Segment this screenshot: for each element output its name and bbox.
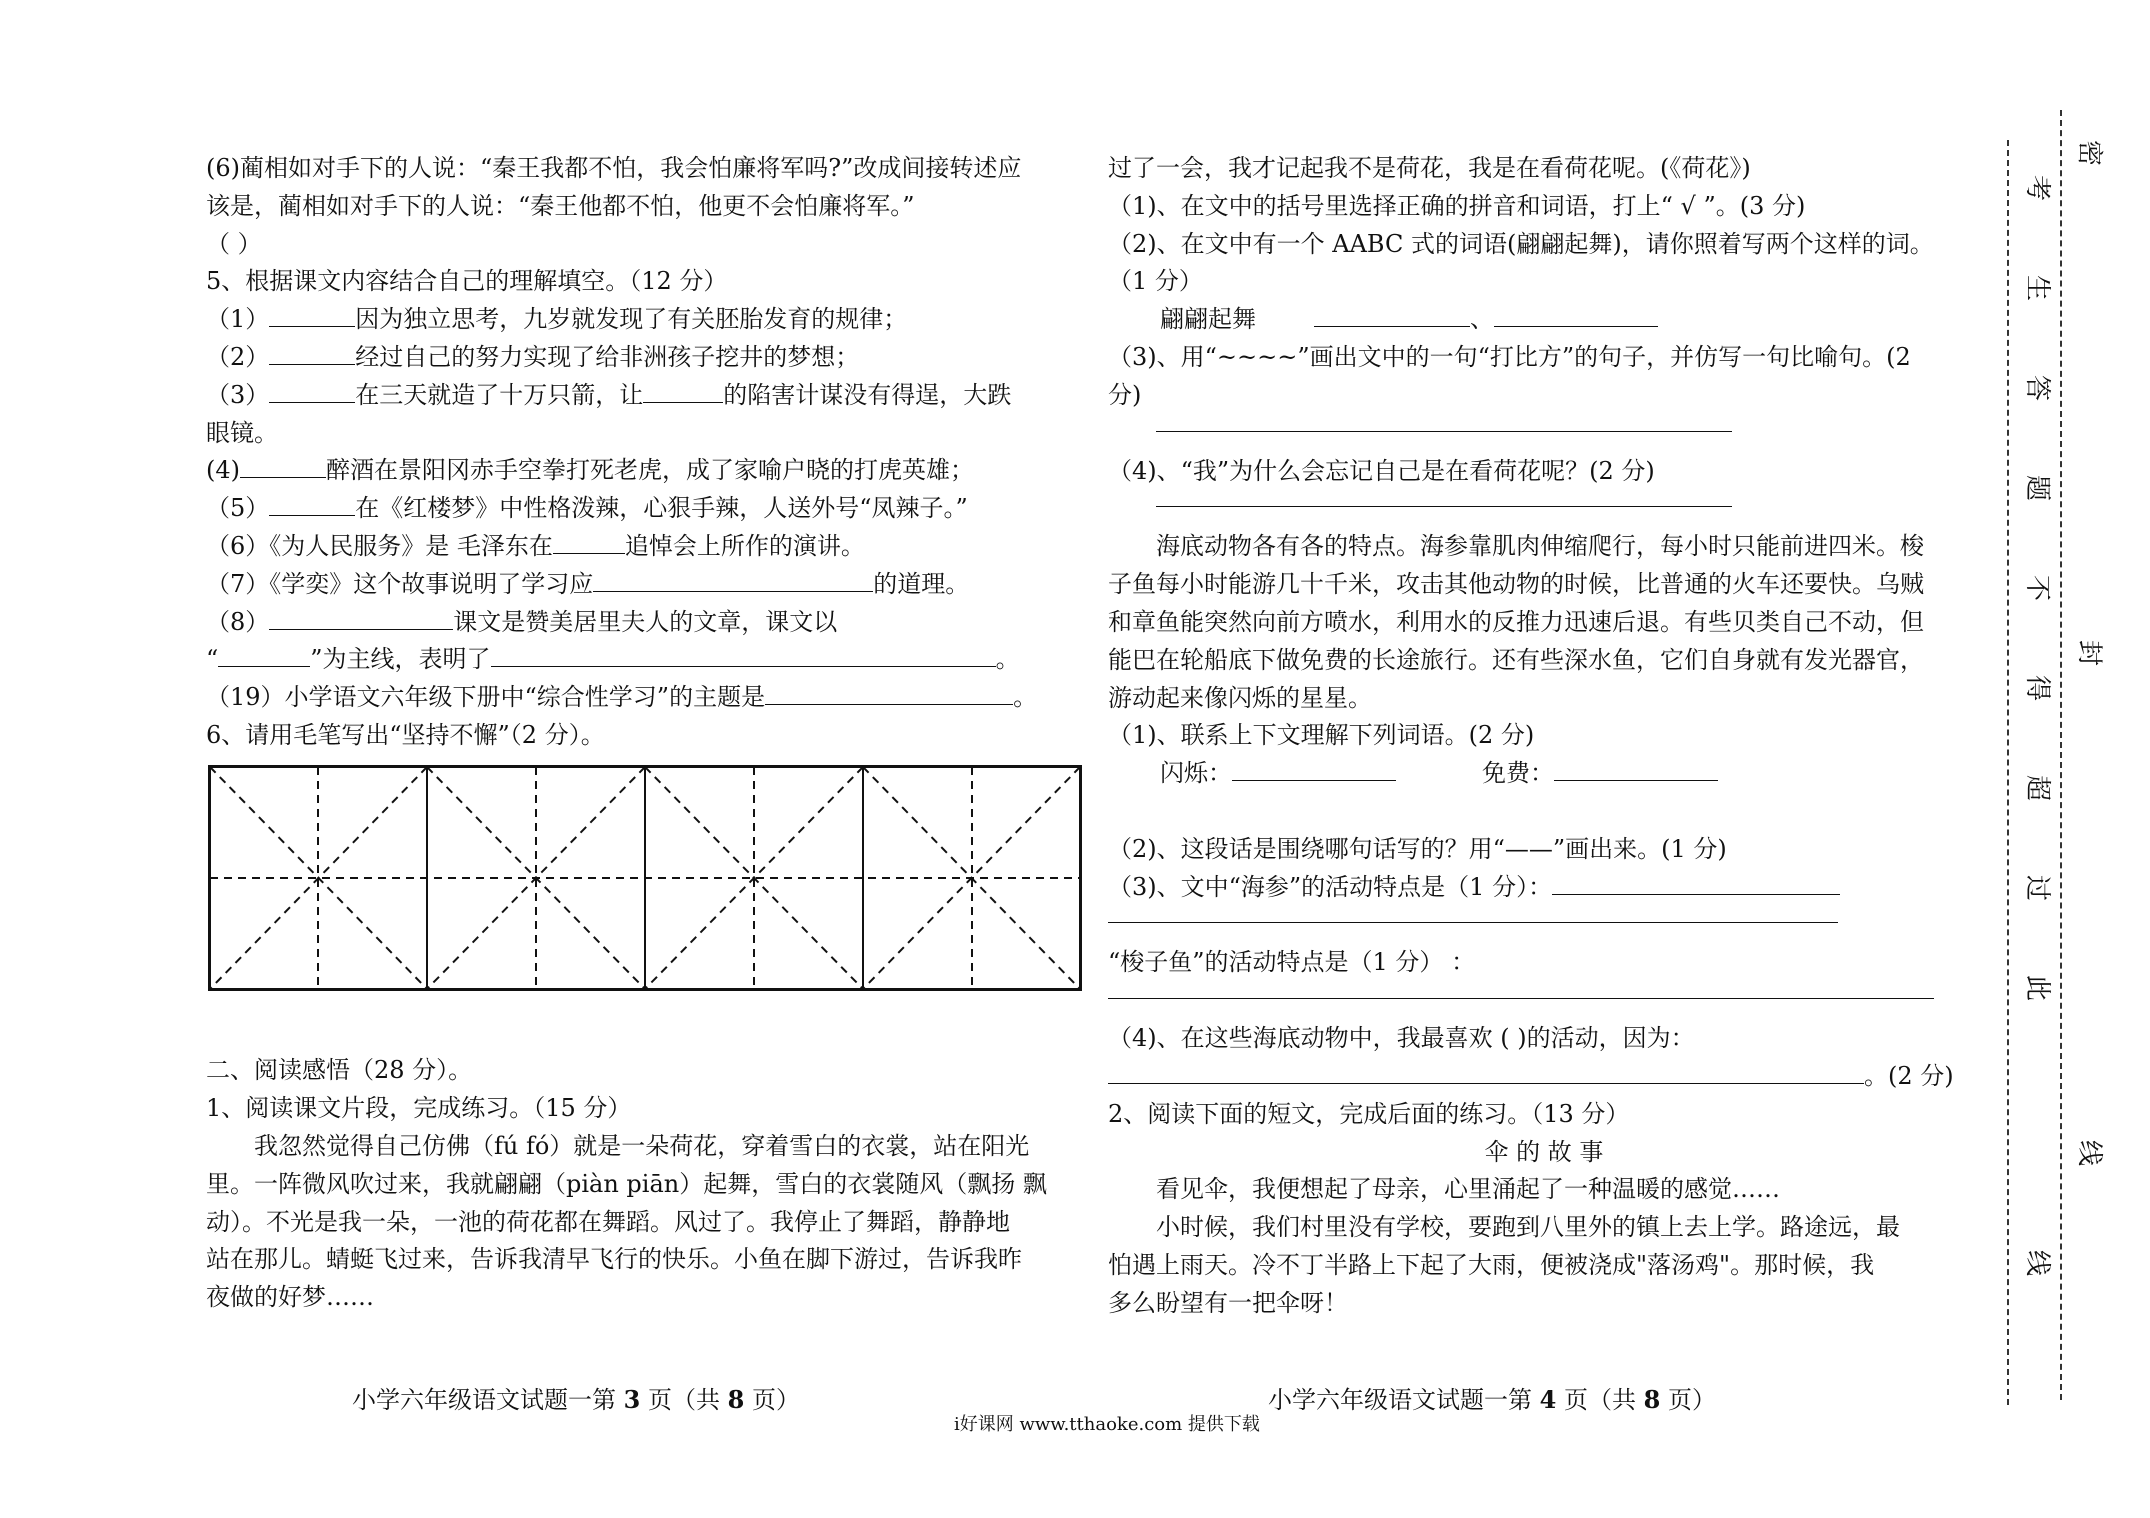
footer-right: 小学六年级语文试题一第 4 页（共 8 页）: [1268, 1385, 1716, 1414]
answer-line[interactable]: [1156, 415, 1732, 432]
margin-char: 过: [2022, 874, 2053, 902]
q5-item-8-cont: “ ”为主线，表明了 。: [206, 645, 1020, 674]
blank[interactable]: [491, 644, 996, 667]
blank[interactable]: [1494, 304, 1658, 327]
r1-q4: （4)、“我”为什么会忘记自己是在看荷花呢？(2 分): [1108, 456, 1655, 485]
sea-animals-line5: 游动起来像闪烁的星星。: [1108, 683, 1372, 712]
q5-item-19: （19）小学语文六年级下册中“综合性学习”的主题是 。: [206, 683, 1038, 712]
reading-1-line4: 站在那儿。蜻蜓飞过来，告诉我清早飞行的快乐。小鱼在脚下游过，告诉我昨: [206, 1245, 1022, 1274]
sea-animals-line3: 和章鱼能突然向前方喷水，利用水的反推力迅速后退。有些贝类自己不动，但: [1108, 607, 1924, 636]
blank[interactable]: [269, 380, 355, 403]
reading-1-line3: 动）。不光是我一朵，一池的荷花都在舞蹈。风过了。我停止了舞蹈，静静地: [206, 1207, 1010, 1236]
blank[interactable]: [269, 304, 355, 327]
margin-char: 线: [2022, 1249, 2053, 1277]
sea-q3-b: “梭子鱼”的活动特点是（1 分） ：: [1108, 948, 1476, 977]
answer-line[interactable]: [1108, 906, 1838, 923]
blank[interactable]: [643, 380, 723, 403]
margin-char-outer: 封: [2074, 639, 2105, 667]
reading-1-cont: 过了一会，我才记起我不是荷花，我是在看荷花呢。(《荷花》): [1108, 154, 1751, 182]
blank[interactable]: [1554, 758, 1718, 781]
sea-q1: （1)、联系上下文理解下列词语。(2 分): [1108, 721, 1535, 750]
blank[interactable]: [765, 682, 1013, 705]
story-line4: 多么盼望有一把伞呀！: [1108, 1288, 1348, 1317]
q4-6-line2: 该是，蔺相如对手下的人说：“秦王他都不怕，他更不会怕廉将军。”: [206, 191, 915, 220]
q5-item-6: （6）《为人民服务》是 毛泽东在 追悼会上所作的演讲。: [206, 531, 865, 560]
answer-line[interactable]: [1156, 490, 1732, 507]
blank[interactable]: [1552, 872, 1840, 895]
sea-animals-line4: 能巴在轮船底下做免费的长途旅行。还有些深水鱼，它们自身就有发光器官，: [1108, 645, 1924, 674]
r1-q3-score: 分): [1108, 380, 1142, 409]
reading-1-line5: 夜做的好梦……: [206, 1283, 374, 1312]
reading-2-title: 2、阅读下面的短文，完成后面的练习。（13 分）: [1108, 1099, 1630, 1128]
site-watermark: i好课网 www.tthaoke.com 提供下载: [954, 1414, 1260, 1435]
answer-line[interactable]: [1108, 982, 1934, 999]
q5-item-3-cont: 眼镜。: [206, 418, 278, 447]
sea-animals-line2: 子鱼每小时能游几十千米，攻击其他动物的时候，比普通的火车还要快。乌贼: [1108, 570, 1924, 599]
margin-char-outer: 线: [2074, 1139, 2105, 1167]
margin-char: 得: [2022, 674, 2053, 702]
reading-1-line2: 里。一阵微风吹过来，我就翩翩（piàn piān）起舞，雪白的衣裳随风（飘扬 飘: [206, 1169, 1047, 1198]
q4-6-line1: (6)蔺相如对手下的人说：“秦王我都不怕，我会怕廉将军吗?”改成间接转述应: [206, 154, 1022, 182]
footer-left: 小学六年级语文试题一第 3 页（共 8 页）: [352, 1385, 800, 1414]
sea-q2: （2)、这段话是围绕哪句话写的？用“——”画出来。(1 分): [1108, 834, 1727, 863]
q6-title: 6、请用毛笔写出“坚持不懈”（2 分）。: [206, 720, 605, 749]
r1-q2: （2)、在文中有一个 AABC 式的词语(翩翩起舞)，请你照着写两个这样的词。: [1108, 229, 1934, 258]
q5-title: 5、根据课文内容结合自己的理解填空。（12 分）: [206, 267, 728, 296]
story-title: 伞 的 故 事: [1484, 1137, 1604, 1166]
seal-line-outer: [2060, 110, 2062, 1400]
q5-item-4: (4) 醉酒在景阳冈赤手空拳打死老虎，成了家喻户晓的打虎英雄；: [206, 456, 974, 485]
story-line3: 怕遇上雨天。冷不丁半路上下起了大雨，便被浇成"落汤鸡"。那时候，我: [1108, 1250, 1875, 1279]
sea-q4-line: 。(2 分): [1108, 1058, 1980, 1096]
blank[interactable]: [553, 531, 625, 554]
blank[interactable]: [269, 607, 453, 630]
margin-char: 超: [2022, 774, 2053, 802]
blank[interactable]: [218, 644, 310, 667]
q4-6-answer-paren[interactable]: （ ）: [206, 229, 262, 258]
q5-item-5: （5） 在《红楼梦》中性格泼辣，心狠手辣，人送外号“凤辣子。”: [206, 494, 968, 523]
blank[interactable]: [240, 455, 326, 478]
story-line1: 看见伞，我便想起了母亲，心里涌起了一种温暖的感觉……: [1156, 1175, 1780, 1204]
right-column: [1108, 150, 1980, 1323]
q5-item-3: （3） 在三天就造了十万只箭，让 的陷害计谋没有得逞，大跌: [206, 380, 1012, 409]
blank[interactable]: [1232, 758, 1396, 781]
blank[interactable]: [269, 493, 355, 516]
seal-line-inner: [2007, 140, 2009, 1405]
r1-q3: （3)、用“~~~~”画出文中的一句“打比方”的句子，并仿写一句比喻句。(2: [1108, 342, 1911, 371]
reading-1-title: 1、阅读课文片段，完成练习。（15 分）: [206, 1094, 632, 1123]
margin-char: 考: [2022, 174, 2053, 202]
sea-q4: （4)、在这些海底动物中，我最喜欢 ( )的活动，因为：: [1108, 1024, 1695, 1053]
story-line2: 小时候，我们村里没有学校，要跑到八里外的镇上去上学。路途远，最: [1156, 1213, 1900, 1242]
margin-char: 答: [2022, 374, 2053, 402]
margin-char: 生: [2022, 274, 2053, 302]
r1-q2-score: （1 分）: [1108, 267, 1203, 296]
q5-item-2: （2） 经过自己的努力实现了给非洲孩子挖井的梦想；: [206, 342, 860, 371]
blank[interactable]: [1108, 1061, 1864, 1084]
margin-char: 题: [2022, 474, 2053, 502]
q5-item-8: （8） 课文是赞美居里夫人的文章，课文以: [206, 607, 838, 636]
section-2-title: 二、阅读感悟（28 分）。: [206, 1056, 473, 1085]
margin-char-outer: 密: [2074, 139, 2105, 167]
sea-q1-words: 闪烁： 免费：: [1108, 755, 1980, 793]
sea-animals-line1: 海底动物各有各的特点。海参靠肌肉伸缩爬行，每小时只能前进四米。梭: [1156, 532, 1924, 561]
blank[interactable]: [269, 342, 355, 365]
reading-1-line1: 我忽然觉得自己仿佛（fú fó）就是一朵荷花，穿着雪白的衣裳，站在阳光: [254, 1131, 1030, 1160]
left-column: [206, 150, 1086, 1317]
blank[interactable]: [1314, 304, 1470, 327]
q5-item-7: （7）《学奕》这个故事说明了学习应 的道理。: [206, 569, 970, 598]
blank[interactable]: [593, 569, 873, 592]
margin-char: 此: [2022, 974, 2053, 1002]
r1-q2-answer: 翩翩起舞 、: [1108, 301, 1980, 339]
sea-q3: （3)、文中“海参”的活动特点是（1 分）：: [1108, 869, 1980, 907]
r1-q1: （1)、在文中的括号里选择正确的拼音和词语，打上“ √ ”。(3 分): [1108, 191, 1806, 220]
margin-char: 不: [2022, 574, 2053, 602]
calligraphy-grid[interactable]: [208, 765, 1082, 991]
q5-item-1: （1） 因为独立思考，九岁就发现了有关胚胎发育的规律；: [206, 305, 908, 334]
